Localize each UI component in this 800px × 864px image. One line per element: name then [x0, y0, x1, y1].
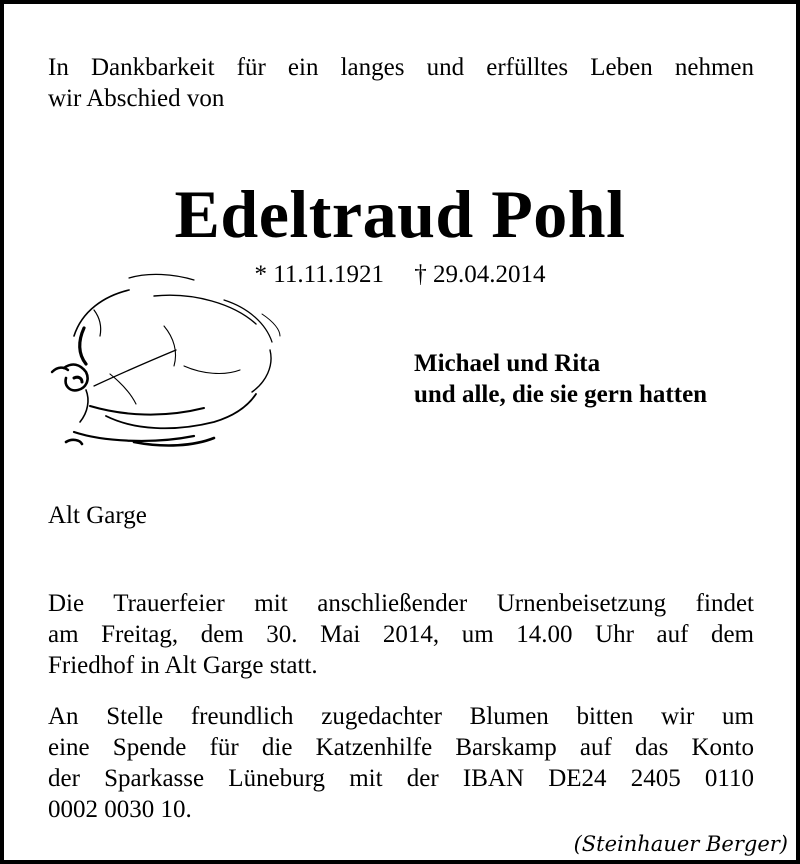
funeral-line-2: am Freitag, dem 30. Mai 2014, um 14.00 Uhr auf dem	[48, 621, 754, 648]
donation-line-3: der Sparkasse Lüneburg mit der IBAN DE24 2405 0110	[48, 765, 754, 792]
intro-text	[48, 52, 754, 114]
funeral-line-1: Die Trauerfeier mit anschließender Urnenbeisetzung findet	[48, 590, 754, 617]
sleeping-cat-sketch-icon	[34, 266, 314, 466]
intro-line-1: In Dankbarkeit für ein langes und erfülltes Leben nehmen	[48, 54, 754, 81]
deceased-name: Edeltraud Pohl	[174, 176, 626, 252]
location: Alt Garge	[48, 502, 147, 529]
donation-line-2: eine Spende für die Katzenhilfe Barskamp auf das Konto	[48, 734, 754, 761]
mourners-line-2: und alle, die sie gern hatten	[414, 381, 708, 408]
donation-info	[48, 701, 754, 825]
funeral-info	[48, 588, 754, 681]
birth-date: * 11.11.1921	[254, 261, 384, 288]
donation-line-4: 0002 0030 10.	[48, 796, 192, 823]
funeral-line-3: Friedhof in Alt Garge statt.	[48, 652, 318, 679]
mourners-line-1: Michael und Rita	[414, 350, 601, 377]
donation-line-1: An Stelle freundlich zugedachter Blumen bitten wir um	[48, 703, 754, 730]
intro-line-2: wir Abschied von	[48, 85, 225, 112]
funeral-home-signature: (Steinhauer Berger)	[573, 832, 788, 856]
death-date: † 29.04.2014	[414, 261, 546, 288]
mourners	[414, 348, 707, 410]
